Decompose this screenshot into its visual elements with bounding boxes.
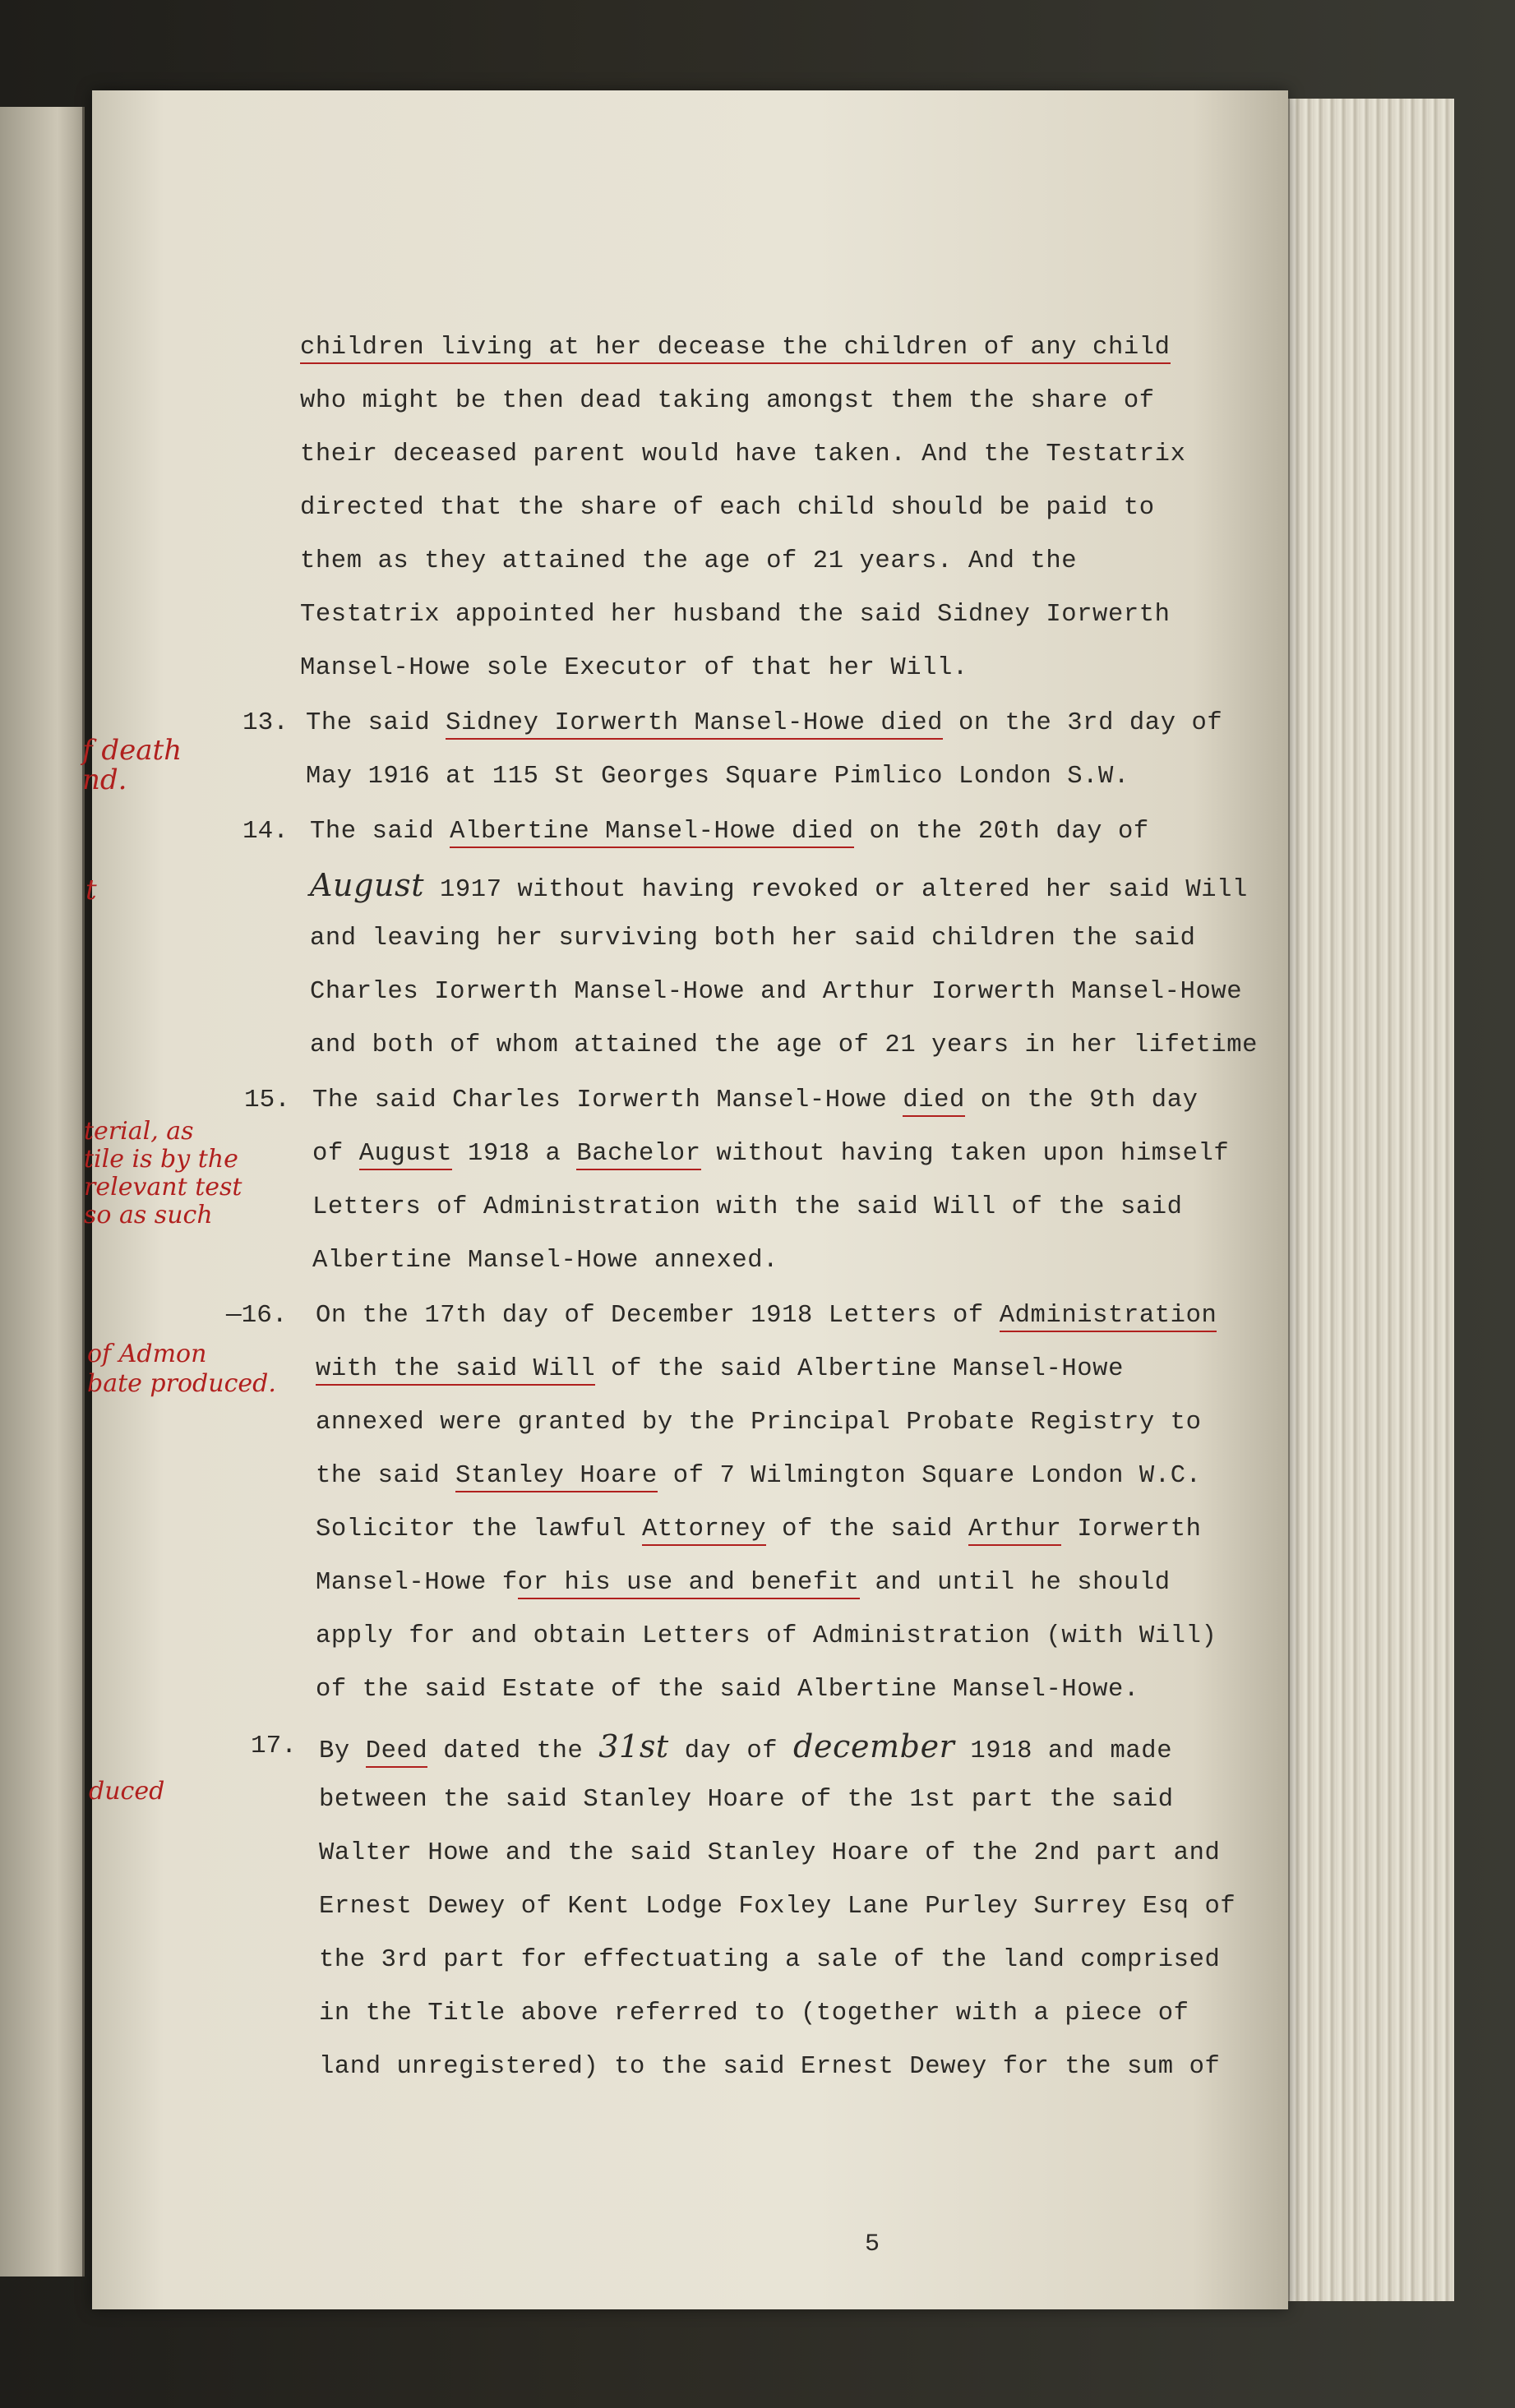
text-line: Mansel-Howe sole Executor of that her Will. — [300, 654, 968, 682]
paragraph-number-14: 14. — [242, 817, 289, 846]
text-line: apply for and obtain Letters of Administration (with Will) — [316, 1622, 1217, 1650]
text-line: Charles Iorwerth Mansel-Howe and Arthur Iorwerth Mansel-Howe — [310, 978, 1243, 1006]
handwritten-month: december — [793, 1728, 955, 1764]
text-line: Mansel-Howe for his use and benefit and until he should — [316, 1566, 1171, 1599]
text-line: directed that the share of each child should be paid to — [300, 494, 1155, 522]
handwritten-date: 31st — [598, 1728, 669, 1764]
text-line: children living at her decease the children of any child — [300, 331, 1171, 364]
paragraph-number-15: 15. — [244, 1086, 290, 1114]
page-number: 5 — [865, 2230, 880, 2258]
text-line: Walter Howe and the said Stanley Hoare of the 2nd part and — [319, 1839, 1221, 1867]
text-line: and both of whom attained the age of 21 years in her lifetime — [310, 1031, 1259, 1059]
text-line: of the said Estate of the said Albertine Mansel-Howe. — [316, 1676, 1139, 1704]
paragraph-number-13: 13. — [242, 708, 289, 737]
text-line: Solicitor the lawful Attorney of the said Arthur Iorwerth — [316, 1513, 1202, 1546]
text-line: On the 17th day of December 1918 Letters of Administration — [316, 1299, 1217, 1332]
text-line: The said Charles Iorwerth Mansel-Howe died on the 9th day — [312, 1084, 1199, 1117]
page-stack-edges — [1288, 99, 1454, 2301]
text-line: in the Title above referred to (together with a piece of — [319, 2000, 1189, 2027]
margin-note-17: duced — [89, 1777, 165, 1806]
text-line: The said Albertine Mansel-Howe died on the 20th day of — [310, 815, 1149, 848]
text-line: between the said Stanley Hoare of the 1st part the said — [319, 1786, 1174, 1814]
text-line: Ernest Dewey of Kent Lodge Foxley Lane Purley Surrey Esq of — [319, 1893, 1236, 1921]
text-line: their deceased parent would have taken. And the Testatrix — [300, 441, 1186, 468]
text-line: May 1916 at 115 St Georges Square Pimlico London S.W. — [306, 763, 1129, 791]
handwritten-month: August — [310, 867, 425, 903]
paragraph-number-17: 17. — [251, 1732, 297, 1760]
text-line: land unregistered) to the said Ernest Dewey for the sum of — [319, 2053, 1221, 2081]
text-line: The said Sidney Iorwerth Mansel-Howe died on the 3rd day of — [306, 707, 1222, 740]
text-line: the said Stanley Hoare of 7 Wilmington Square London W.C. — [316, 1460, 1202, 1492]
text-line: annexed were granted by the Principal Probate Registry to — [316, 1409, 1202, 1437]
margin-note-14: t — [85, 874, 97, 906]
text-line: the 3rd part for effectuating a sale of the land comprised — [319, 1946, 1221, 1974]
paragraph-number-16: —16. — [226, 1301, 288, 1330]
text-line: with the said Will of the said Albertine Mansel-Howe — [316, 1353, 1124, 1386]
text-line: Testatrix appointed her husband the said Sidney Iorwerth — [300, 601, 1171, 629]
text-line: By Deed dated the 31st day of december 1918 and made — [319, 1730, 1172, 1768]
text-line: and leaving her surviving both her said children the said — [310, 925, 1196, 953]
left-page-edge — [0, 107, 85, 2277]
document-page — [82, 90, 1288, 2309]
text-line: who might be then dead taking amongst them the share of — [300, 387, 1155, 415]
text-line: Letters of Administration with the said Will of the said — [312, 1193, 1183, 1221]
text-line: them as they attained the age of 21 years. And the — [300, 547, 1078, 575]
text-line: August 1917 without having revoked or altered her said Will — [310, 867, 1248, 904]
margin-note-15: terial, as tile is by the relevant test so as such — [84, 1117, 242, 1229]
text-line: Albertine Mansel-Howe annexed. — [312, 1247, 779, 1275]
margin-note-13: f death nd. — [82, 734, 182, 796]
text-line: of August 1918 a Bachelor without having taken upon himself — [312, 1137, 1229, 1170]
margin-note-16: of Admon bate produced. — [87, 1340, 276, 1398]
